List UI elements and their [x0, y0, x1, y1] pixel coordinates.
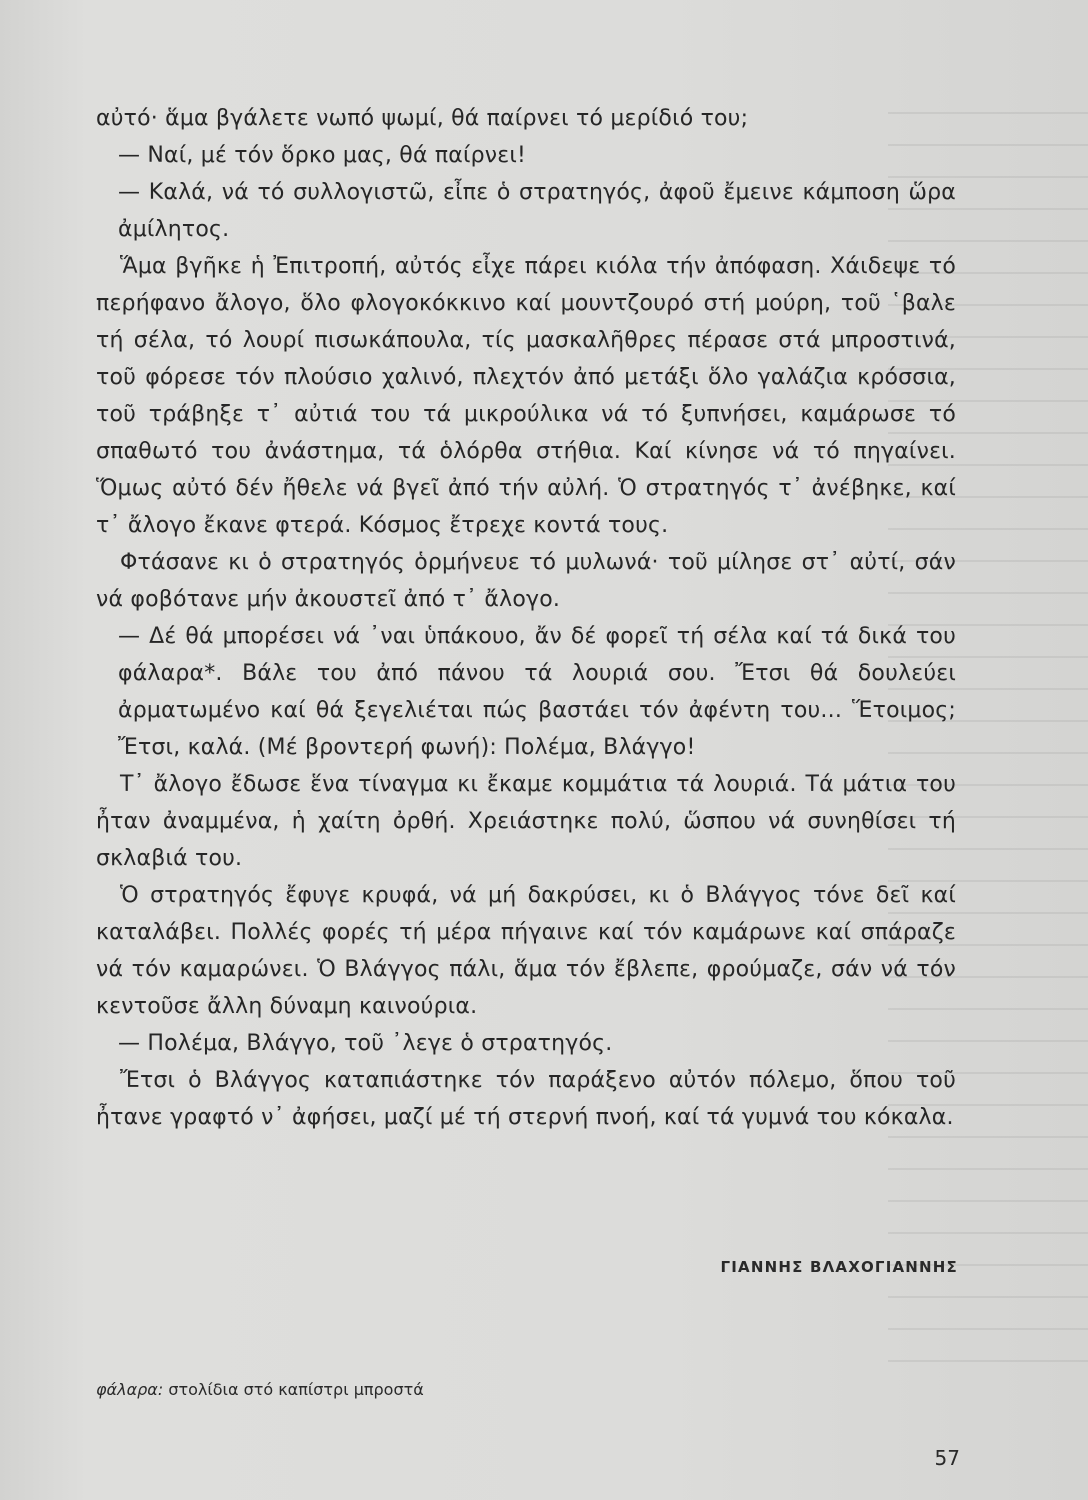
paragraph: Ὁ στρατηγός ἔφυγε κρυφά, νά μή δακρύσει, κι ὁ Βλάγγος τόνε δεῖ καί καταλάβει. Πολλές φορές τή μέρα πήγαινε καί τόν καμάρωνε καί σπάραζε νά τόν καμαρώνει. Ὁ Βλάγγος πάλι, ἅμα τόν ἔβλεπε, φρούμαζε, σάν νά τόν κεντοῦσε ἄλλη δύναμη καινούρια.	[96, 883, 956, 1019]
paragraph: Φτάσανε κι ὁ στρατηγός ὁρμήνευε τό μυλωνά· τοῦ μίλησε στ᾽ αὐτί, σάν νά φοβότανε μήν ἀκουστεῖ ἀπό τ᾽ ἄλογο.	[96, 550, 956, 612]
footnote	[96, 1380, 424, 1399]
dialog-line: — Καλά, νά τό συλλογιστῶ, εἶπε ὁ στρατηγός, ἀφοῦ ἔμεινε κάμποση ὥρα ἀμίλητος.	[118, 180, 956, 242]
paragraph: Ἔτσι ὁ Βλάγγος καταπιάστηκε τόν παράξενο αὐτόν πόλεμο, ὅπου τοῦ ἦτανε γραφτό ν᾽ ἀφήσει, μαζί μέ τή στερνή πνοή, καί τά γυμνά του κόκαλα.	[96, 1068, 956, 1130]
dialog-line: — Πολέμα, Βλάγγο, τοῦ ᾽λεγε ὁ στρατηγός.	[118, 1031, 613, 1056]
dialog-line: — Δέ θά μπορέσει νά ᾽ναι ὑπάκουο, ἄν δέ φορεῖ τή σέλα καί τά δικά του φάλαρα*. Βάλε του ἀπό πάνου τά λουριά σου. Ἔτσι θά δουλεύει ἀρματωμένο καί θά ξεγελιέται πώς βαστάει τόν ἀφέντη του... Ἕτοιμος; Ἔτσι, καλά. (Μέ βροντερή φωνή): Πολέμα, Βλάγγο!	[118, 624, 956, 760]
author-signature: ΓΙΑΝΝΗΣ ΒΛΑΧΟΓΙΑΝΝΗΣ	[720, 1258, 958, 1276]
dialog-line: — Ναί, μέ τόν ὅρκο μας, θά παίρνει!	[118, 143, 527, 168]
paragraph: αὐτό· ἅμα βγάλετε νωπό ψωμί, θά παίρνει τό μερίδιό του;	[96, 106, 749, 131]
paragraph: Τ᾽ ἄλογο ἔδωσε ἕνα τίναγμα κι ἔκαμε κομμάτια τά λουριά. Τά μάτια του ἦταν ἀναμμένα, ἡ χαίτη ὀρθή. Χρειάστηκε πολύ, ὥσπου νά συνηθίσει τή σκλαβιά του.	[96, 772, 956, 871]
paragraph: Ἅμα βγῆκε ἡ Ἐπιτροπή, αὐτός εἶχε πάρει κιόλα τήν ἀπόφαση. Χάιδεψε τό περήφανο ἄλογο, ὅλο φλογοκόκκινο καί μουντζουρό στή μούρη, τοῦ ῾βαλε τή σέλα, τό λουρί πισωκάπουλα, τίς μασκαλῆθρες πέρασε στά μπροστινά, τοῦ φόρεσε τόν πλούσιο χαλινό, πλεχτόν ἀπό μετάξι ὅλο γαλάζια κρόσσια, τοῦ τράβηξε τ᾽ αὐτιά του τά μικρούλικα νά τό ξυπνήσει, καμάρωσε τό σπαθωτό του ἀνάστημα, τά ὁλόρθα στήθια. Καί κίνησε νά τό πηγαίνει. Ὅμως αὐτό δέν ἤθελε νά βγεῖ ἀπό τήν αὐλή. Ὁ στρατηγός τ᾽ ἀνέβηκε, καί τ᾽ ἄλογο ἔκανε φτερά. Κόσμος ἔτρεχε κοντά τους.	[96, 254, 956, 538]
page-number: 57	[934, 1446, 960, 1470]
footnote-term: φάλαρα:	[96, 1380, 164, 1399]
story-text	[96, 100, 956, 1136]
footnote-definition: στολίδια στό καπίστρι μπροστά	[168, 1380, 424, 1399]
